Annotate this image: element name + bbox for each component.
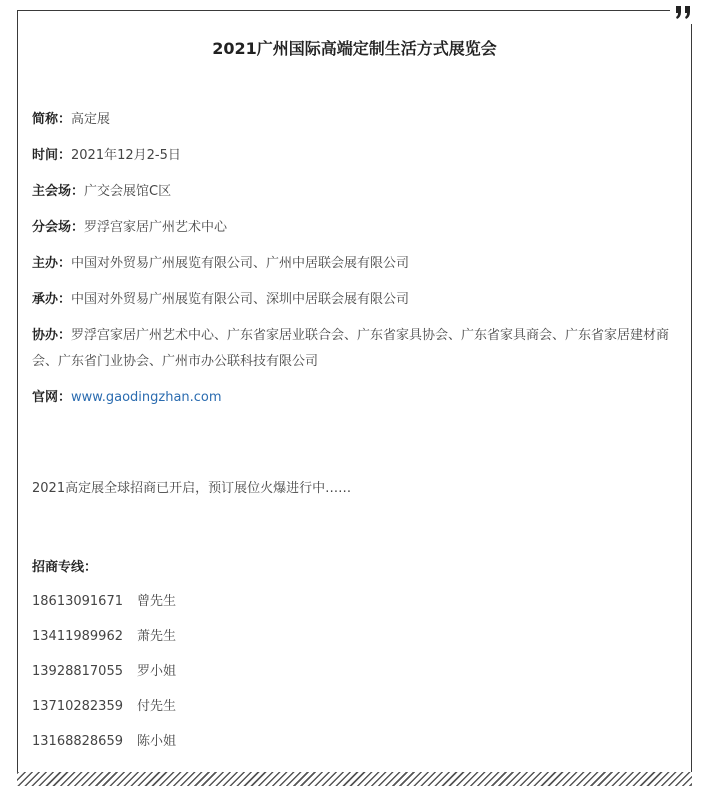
co-organizer-value: 罗浮宫家居广州艺术中心、广东省家居业联合会、广东省家具协会、广东省家具商会、广东省家居建材商会、广东省门业协会、广州市办公联科技有限公司 — [32, 328, 670, 369]
sub-venue-label: 分会场： — [32, 220, 85, 235]
announcement-text: 2021高定展全球招商已开启，预订展位火爆进行中…… — [32, 481, 352, 496]
info-sub-venue — [32, 218, 227, 238]
website-label: 官网： — [32, 390, 72, 405]
contact-name: 罗小姐 — [137, 664, 177, 679]
contact-name: 曾先生 — [137, 594, 177, 609]
info-main-venue — [32, 182, 171, 202]
hotline-label: 招商专线： — [32, 560, 98, 575]
main-venue-label: 主会场： — [32, 184, 85, 199]
organizer-value: 中国对外贸易广州展览有限公司、深圳中居联会展有限公司 — [71, 292, 410, 307]
host-value: 中国对外贸易广州展览有限公司、广州中居联会展有限公司 — [71, 256, 410, 271]
contact-phone[interactable]: 13928817055 — [32, 664, 123, 679]
contact-row — [32, 662, 176, 682]
info-organizer — [32, 290, 409, 310]
contact-row — [32, 592, 176, 612]
contact-name: 陈小姐 — [137, 734, 177, 749]
hotline-heading — [32, 558, 97, 578]
info-co-organizer — [32, 323, 682, 375]
hatched-divider — [17, 772, 692, 786]
short-name-value: 高定展 — [71, 112, 111, 127]
contact-phone[interactable]: 18613091671 — [32, 594, 123, 609]
host-label: 主办： — [32, 256, 72, 271]
short-name-label: 简称： — [32, 112, 72, 127]
contact-phone[interactable]: 13168828659 — [32, 734, 123, 749]
info-time — [32, 146, 181, 166]
time-label: 时间： — [32, 148, 72, 163]
contact-row — [32, 627, 176, 647]
contact-name: 萧先生 — [137, 629, 177, 644]
main-venue-value: 广交会展馆C区 — [84, 184, 172, 199]
contact-row — [32, 732, 176, 752]
info-short-name — [32, 110, 110, 130]
page-title: 2021广州国际高端定制生活方式展览会 — [212, 39, 497, 58]
organizer-label: 承办： — [32, 292, 72, 307]
co-organizer-label: 协办： — [32, 328, 72, 343]
time-value: 2021年12月2-5日 — [71, 148, 181, 163]
info-website — [32, 388, 222, 408]
contact-phone[interactable]: 13411989962 — [32, 629, 123, 644]
contact-name: 付先生 — [137, 699, 177, 714]
info-host — [32, 254, 409, 274]
sub-venue-value: 罗浮宫家居广州艺术中心 — [84, 220, 228, 235]
contact-phone[interactable]: 13710282359 — [32, 699, 123, 714]
website-link[interactable]: www.gaodingzhan.com — [71, 390, 222, 405]
quote-mark-icon — [670, 0, 700, 24]
contact-row — [32, 697, 176, 717]
